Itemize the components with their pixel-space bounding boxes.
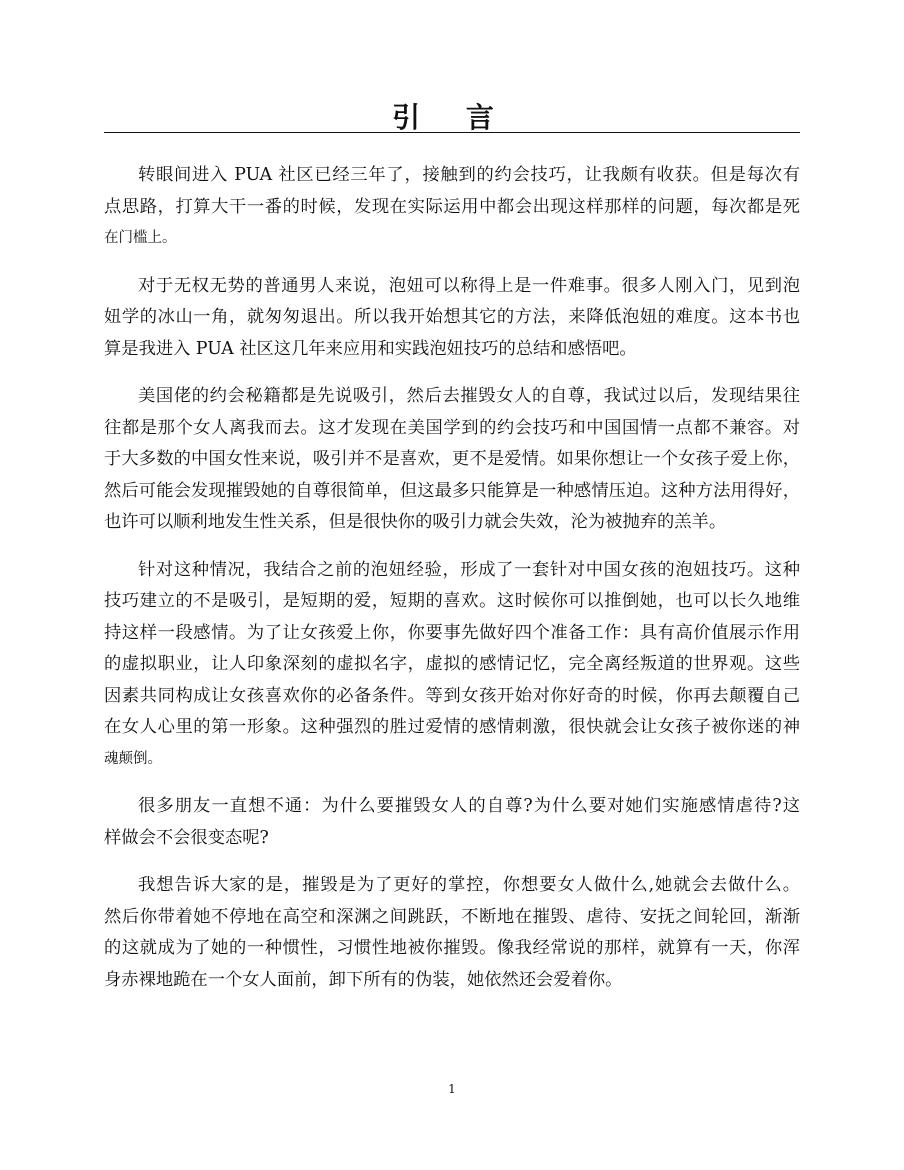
- body-text: [104, 160, 800, 996]
- paragraph-2: [104, 271, 800, 366]
- paragraph-5: [104, 791, 800, 854]
- text-line: 因素共同构成让女孩喜欢你的必备条件。等到女孩开始对你好奇的时候，你再去颠覆自己: [104, 685, 800, 706]
- text-line: 于大多数的中国女性来说，吸引并不是喜欢，更不是爱情。如果你想让一个女孩子爱上你，: [104, 449, 800, 469]
- text-line: 的虚拟职业，让人印象深刻的虚拟名字，虚拟的感情记忆，完全离经叛道的世界观。这些: [104, 654, 800, 674]
- text-line: 也许可以顺利地发生性关系，但是很快你的吸引力就会失效，沦为被抛弃的羔羊。: [104, 512, 727, 532]
- text-line: 在门槛上。: [104, 230, 177, 246]
- text-line: 算是我进入 PUA 社区这几年来应用和实践泡妞技巧的总结和感悟吧。: [104, 338, 637, 359]
- text-line: 技巧建立的不是吸引，是短期的爱，短期的喜欢。这时候你可以推倒她，也可以长久地维: [104, 591, 800, 611]
- text-line: 持这样一段感情。为了让女孩爱上你，你要事先做好四个准备工作：具有高价值展示作用: [104, 622, 800, 643]
- text-line: 的这就成为了她的一种惯性，习惯性地被你摧毁。像我经常说的那样，就算有一天，你浑: [104, 938, 800, 958]
- paragraph-1: [104, 160, 800, 255]
- text-line: 然后可能会发现摧毁她的自尊很简单，但这最多只能算是一种感情压迫。这种方法用得好，: [104, 480, 800, 501]
- text-line: 往都是那个女人离我而去。这才发现在美国学到的约会技巧和中国国情一点都不兼容。对: [104, 417, 800, 438]
- paragraph-3: [104, 381, 800, 539]
- text-line: 对于无权无势的普通男人来说，泡妞可以称得上是一件难事。很多人刚入门，见到泡: [138, 275, 800, 296]
- title-underline: [104, 132, 800, 133]
- text-line: 点思路，打算大干一番的时候，发现在实际运用中都会出现这样那样的问题，每次都是死: [104, 196, 800, 217]
- text-line: 很多朋友一直想不通：为什么要摧毁女人的自尊?为什么要对她们实施感情虐待?这: [138, 796, 800, 816]
- text-line: 样做会不会很变态呢?: [104, 827, 269, 848]
- text-line: 妞学的冰山一角，就匆匆退出。所以我开始想其它的方法，来降低泡妞的难度。这本书也: [104, 307, 800, 327]
- paragraph-6: [104, 870, 800, 996]
- text-line: 美国佬的约会秘籍都是先说吸引，然后去摧毁女人的自尊，我试过以后，发现结果往: [138, 386, 800, 406]
- text-line: 魂颠倒。: [104, 750, 162, 767]
- text-line: 我想告诉大家的是，摧毁是为了更好的掌控，你想要女人做什么,她就会去做什么。: [138, 875, 800, 895]
- text-line: 身赤裸地跪在一个女人面前，卸下所有的伪装，她依然还会爱着你。: [104, 969, 623, 990]
- text-line: 转眼间进入 PUA 社区已经三年了，接触到的约会技巧，让我颇有收获。但是每次有: [138, 165, 800, 185]
- paragraph-4: [104, 555, 800, 776]
- page-number: 1: [448, 1082, 456, 1096]
- text-line: 然后你带着她不停地在高空和深渊之间跳跃，不断地在摧毁、虐待、安抚之间轮回，渐渐: [104, 906, 800, 927]
- text-line: 针对这种情况，我结合之前的泡妞经验，形成了一套针对中国女孩的泡妞技巧。这种: [138, 559, 800, 580]
- page-title: 引 言: [392, 101, 512, 134]
- text-line: 在女人心里的第一形象。这种强烈的胜过爱情的感情刺激，很快就会让女孩子被你迷的神: [104, 717, 800, 737]
